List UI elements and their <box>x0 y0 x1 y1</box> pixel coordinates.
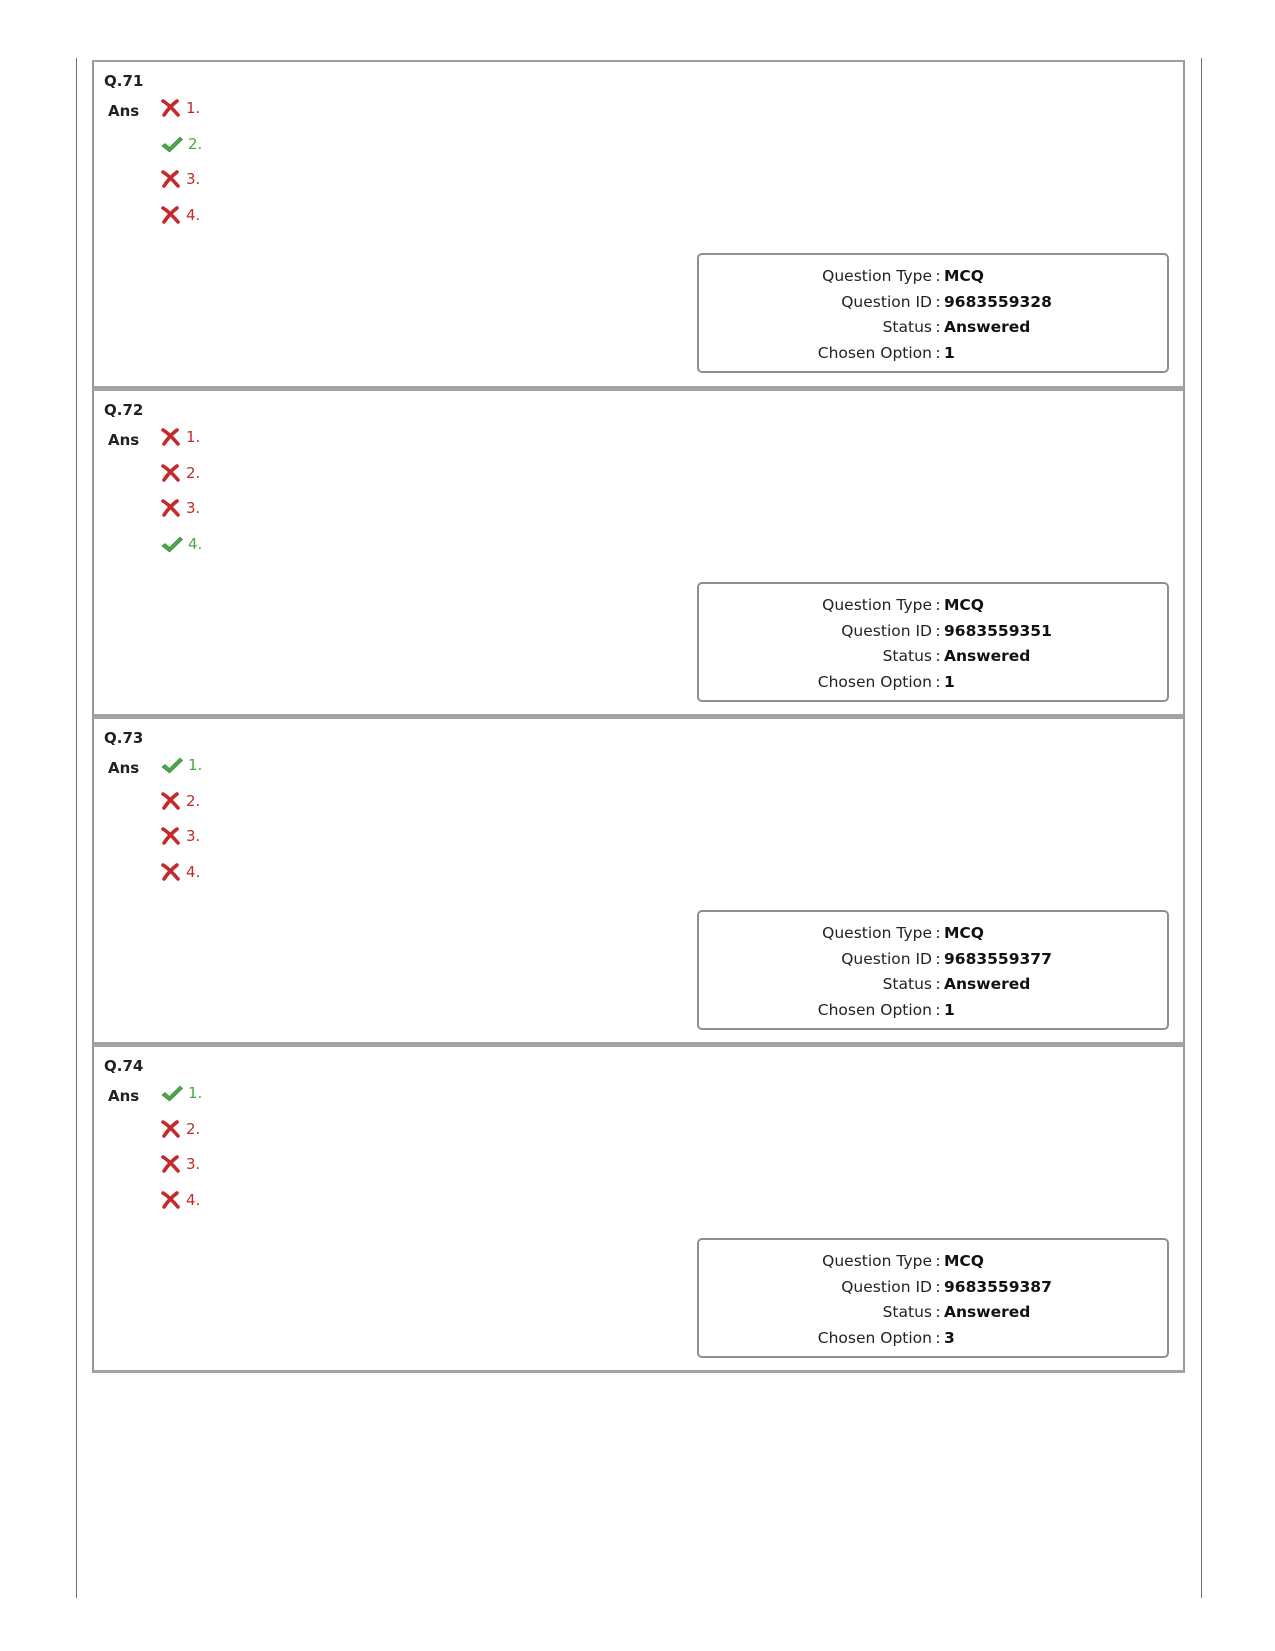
meta-question-type-row <box>699 593 1167 619</box>
option-item <box>160 827 202 863</box>
cross-mark-icon <box>160 463 186 485</box>
meta-status-value: Answered <box>944 647 1031 665</box>
meta-chosen-option-value: 1 <box>944 1000 955 1019</box>
meta-status-row <box>699 1300 1167 1326</box>
option-item <box>160 464 202 500</box>
option-item <box>160 1084 202 1120</box>
meta-chosen-option-value: 1 <box>944 343 955 362</box>
question-block <box>92 60 1185 389</box>
meta-separator: : <box>935 672 941 691</box>
option-label: 2. <box>186 791 201 810</box>
meta-question-type-row <box>699 921 1167 947</box>
option-list <box>160 428 202 570</box>
question-meta-box <box>697 1238 1169 1358</box>
cross-mark-icon <box>160 169 186 191</box>
option-item <box>160 206 202 242</box>
meta-separator: : <box>935 267 941 285</box>
meta-question-id-row <box>699 290 1167 316</box>
meta-separator: : <box>935 975 941 993</box>
question-meta-box <box>697 582 1169 702</box>
meta-chosen-option-value: 3 <box>944 1328 955 1347</box>
page-margin-rule-left <box>76 58 77 1598</box>
check-mark-icon <box>160 755 188 777</box>
meta-label: Chosen Option <box>817 1328 932 1347</box>
cross-mark-icon <box>160 826 186 848</box>
meta-label: Status <box>882 1303 932 1321</box>
meta-label: Question Type <box>822 924 932 942</box>
meta-label: Question ID <box>841 1277 932 1296</box>
page-margin-rule-right <box>1201 58 1202 1598</box>
meta-separator: : <box>935 1277 941 1296</box>
meta-separator: : <box>935 647 941 665</box>
option-list <box>160 99 202 241</box>
meta-label: Chosen Option <box>817 343 932 362</box>
meta-label: Status <box>882 975 932 993</box>
meta-separator: : <box>935 292 941 311</box>
cross-mark-icon <box>160 1154 186 1176</box>
option-label: 1. <box>188 756 203 774</box>
option-label: 4. <box>188 534 203 553</box>
option-label: 3. <box>186 499 201 517</box>
option-item <box>160 535 202 571</box>
meta-status-value: Answered <box>944 318 1031 336</box>
meta-question-type-value: MCQ <box>944 1252 984 1270</box>
cross-mark-icon <box>160 498 186 520</box>
meta-label: Chosen Option <box>817 1000 932 1019</box>
meta-question-id-row <box>699 947 1167 973</box>
option-label: 2. <box>186 1119 201 1138</box>
cross-mark-icon <box>160 791 186 813</box>
option-item <box>160 428 202 464</box>
option-item <box>160 1155 202 1191</box>
meta-chosen-option-row <box>699 670 1167 696</box>
meta-status-row <box>699 644 1167 670</box>
meta-separator: : <box>935 621 941 640</box>
option-label: 1. <box>188 1084 203 1102</box>
question-list <box>92 60 1185 1372</box>
question-meta-box <box>697 910 1169 1030</box>
check-mark-icon <box>160 534 188 556</box>
question-number: Q.71 <box>104 72 144 90</box>
question-number: Q.72 <box>104 401 144 419</box>
option-label: 2. <box>188 134 203 153</box>
option-label: 3. <box>186 1155 201 1173</box>
meta-separator: : <box>935 318 941 336</box>
meta-separator: : <box>935 1303 941 1321</box>
meta-label: Chosen Option <box>817 672 932 691</box>
cross-mark-icon <box>160 1190 186 1212</box>
answer-label: Ans <box>108 1087 140 1105</box>
question-number: Q.74 <box>104 1057 144 1075</box>
meta-label: Question ID <box>841 949 932 968</box>
option-item <box>160 99 202 135</box>
meta-separator: : <box>935 949 941 968</box>
meta-chosen-option-row <box>699 1326 1167 1352</box>
meta-label: Status <box>882 318 932 336</box>
option-label: 1. <box>186 428 201 446</box>
question-block <box>92 1044 1185 1373</box>
question-number: Q.73 <box>104 729 144 747</box>
option-label: 3. <box>186 827 201 845</box>
meta-label: Question ID <box>841 292 932 311</box>
meta-question-id-row <box>699 1275 1167 1301</box>
meta-question-type-value: MCQ <box>944 267 984 285</box>
question-block <box>92 388 1185 717</box>
answer-label: Ans <box>108 431 140 449</box>
meta-question-id-row <box>699 619 1167 645</box>
cross-mark-icon <box>160 1119 186 1141</box>
option-label: 4. <box>186 205 201 224</box>
option-item <box>160 135 202 171</box>
check-mark-icon <box>160 134 188 156</box>
option-label: 4. <box>186 862 201 881</box>
meta-separator: : <box>935 1000 941 1019</box>
meta-status-value: Answered <box>944 975 1031 993</box>
meta-status-row <box>699 315 1167 341</box>
check-mark-icon <box>160 1083 188 1105</box>
option-list <box>160 1084 202 1226</box>
meta-label: Status <box>882 647 932 665</box>
meta-separator: : <box>935 1252 941 1270</box>
meta-separator: : <box>935 1328 941 1347</box>
question-meta-box <box>697 253 1169 373</box>
option-label: 4. <box>186 1190 201 1209</box>
option-item <box>160 170 202 206</box>
option-label: 1. <box>186 99 201 117</box>
question-block <box>92 716 1185 1045</box>
option-label: 3. <box>186 170 201 188</box>
answer-label: Ans <box>108 102 140 120</box>
meta-question-type-row <box>699 1249 1167 1275</box>
option-list <box>160 756 202 898</box>
option-item <box>160 792 202 828</box>
meta-question-type-value: MCQ <box>944 924 984 942</box>
option-item <box>160 756 202 792</box>
option-item <box>160 1120 202 1156</box>
meta-status-row <box>699 972 1167 998</box>
meta-separator: : <box>935 924 941 942</box>
cross-mark-icon <box>160 98 186 120</box>
meta-label: Question Type <box>822 1252 932 1270</box>
cross-mark-icon <box>160 862 186 884</box>
meta-question-id-value: 9683559377 <box>944 949 1052 968</box>
meta-separator: : <box>935 343 941 362</box>
meta-question-id-value: 9683559387 <box>944 1277 1052 1296</box>
meta-separator: : <box>935 596 941 614</box>
meta-chosen-option-value: 1 <box>944 672 955 691</box>
answer-label: Ans <box>108 759 140 777</box>
option-item <box>160 499 202 535</box>
meta-chosen-option-row <box>699 341 1167 367</box>
meta-status-value: Answered <box>944 1303 1031 1321</box>
cross-mark-icon <box>160 205 186 227</box>
meta-question-id-value: 9683559351 <box>944 621 1052 640</box>
meta-label: Question Type <box>822 267 932 285</box>
option-item <box>160 1191 202 1227</box>
cross-mark-icon <box>160 427 186 449</box>
option-label: 2. <box>186 463 201 482</box>
meta-label: Question Type <box>822 596 932 614</box>
meta-chosen-option-row <box>699 998 1167 1024</box>
option-item <box>160 863 202 899</box>
meta-label: Question ID <box>841 621 932 640</box>
meta-question-id-value: 9683559328 <box>944 292 1052 311</box>
meta-question-type-row <box>699 264 1167 290</box>
meta-question-type-value: MCQ <box>944 596 984 614</box>
